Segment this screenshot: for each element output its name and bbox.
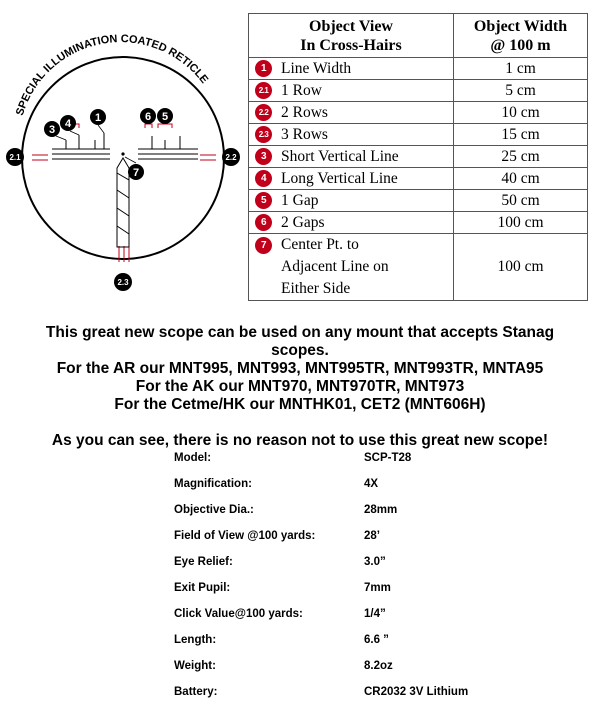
spec-row: Objective Dia.: 28mm [174,504,398,516]
spec-row: Magnification: 4X [174,478,379,490]
svg-text:1: 1 [94,112,102,124]
number-badge: 4 [255,170,272,187]
svg-text:5: 5 [161,111,169,123]
right-crosshair [138,136,198,159]
svg-text:2.1: 2.1 [9,153,21,162]
reticle-legend-table [248,13,588,301]
legend-row: 2.3 3 Rows 15 cm [249,124,588,146]
header-object-view: Object View In Cross-Hairs [249,14,454,58]
spec-row: Length: 6.6 ” [174,634,389,646]
svg-text:6: 6 [144,111,152,123]
marker-7 [128,164,144,180]
legend-row: 5 1 Gap 50 cm [249,190,588,212]
spec-row: Battery: CR2032 3V Lithium [174,686,469,698]
svg-text:4: 4 [64,118,72,130]
svg-text:2.3: 2.3 [117,278,129,287]
number-badge: 5 [255,192,272,209]
legend-row: 2.2 2 Rows 10 cm [249,102,588,124]
spec-row: Click Value@100 yards: 1/4” [174,608,386,620]
number-badge: 2.2 [255,104,272,121]
number-badge: 3 [255,148,272,165]
number-badge: 6 [255,214,272,231]
marker-3 [44,121,60,137]
marker-2-1 [6,148,24,166]
marker-2-2 [222,148,240,166]
closing-text: As you can see, there is no reason not to use this great new scope! [51,432,549,449]
marker-2-3 [114,273,132,291]
legend-row-center-point: 7 Center Pt. to Adjacent Line on Either Side 100 cm [249,234,588,301]
marker-6 [140,108,156,124]
spec-row: Field of View @100 yards: 28’ [174,530,380,542]
spec-row: Model: SCP-T28 [174,452,412,464]
svg-text:7: 7 [132,167,140,179]
legend-row: 2.1 1 Row 5 cm [249,80,588,102]
red-dimension-marks [32,124,216,262]
number-badge: 7 [255,237,272,254]
marker-1 [90,109,106,125]
center-point [121,152,124,155]
marker-4 [60,115,76,131]
left-crosshair [52,133,110,159]
header-object-width: Object Width @ 100 m [454,14,588,58]
number-badge: 2.1 [255,82,272,99]
number-badge: 1 [255,60,272,77]
number-badge: 2.3 [255,126,272,143]
reticle-arc-text: SPECIAL ILLUMINATION COATED RETICLE [13,33,211,118]
legend-header-row [249,14,588,58]
legend-row: 3 Short Vertical Line 25 cm [249,146,588,168]
spec-row: Eye Relief: 3.0” [174,556,386,568]
spec-row: Exit Pupil: 7mm [174,582,391,594]
svg-text:2.2: 2.2 [225,153,237,162]
reticle-diagram [0,0,246,310]
vertical-post [117,158,129,247]
legend-row: 1 Line Width 1 cm [249,58,588,80]
marker-5 [157,108,173,124]
compatibility-text: This great new scope can be used on any mount that accepts Stanag scopes. For the AR our MNT995, MNT993, MNT995TR, MNT993TR, MNTA95 For the AK our MNT970, MNT970TR, MNT973 For the Cetme/HK our MNTHK01, CET2 (MNT606H) [45,324,555,413]
legend-row: 6 2 Gaps 100 cm [249,212,588,234]
legend-row: 4 Long Vertical Line 40 cm [249,168,588,190]
spec-row: Weight: 8.2oz [174,660,393,672]
svg-text:3: 3 [48,124,56,136]
